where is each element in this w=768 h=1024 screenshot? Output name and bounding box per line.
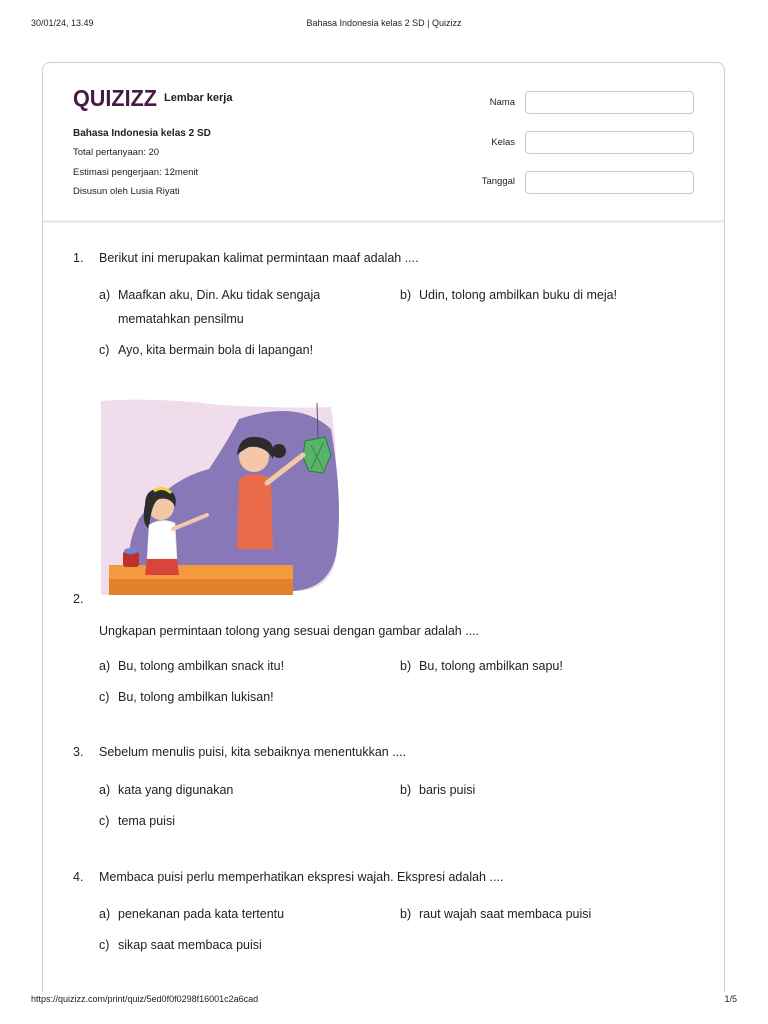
svg-text:QUIZIZZ: QUIZIZZ [73, 85, 157, 111]
question-number: 4. [73, 870, 84, 884]
option-text: penekanan pada kata tertentu [118, 907, 285, 921]
option-letter: b) [400, 288, 412, 302]
option-letter: b) [400, 783, 412, 797]
question-text: Berikut ini merupakan kalimat permintaan maaf adalah .... [99, 251, 419, 265]
option-letter: c) [99, 690, 110, 704]
worksheet-sheet [42, 62, 725, 992]
print-datetime: 30/01/24, 13.49 [31, 18, 94, 28]
option-letter: c) [99, 343, 110, 357]
option-a [99, 283, 359, 331]
worksheet-title: Bahasa Indonesia kelas 2 SD [73, 128, 211, 139]
option-letter: a) [99, 288, 111, 302]
estimated-time: Estimasi pengerjaan: 12menit [73, 167, 199, 178]
option-b [400, 778, 475, 802]
option-text-continued: mematahkan pensilmu [118, 312, 244, 326]
question-text: Sebelum menulis puisi, kita sebaiknya menentukkan .... [99, 745, 407, 759]
name-label: Nama [489, 97, 515, 108]
option-a [99, 778, 233, 802]
quizizz-logo [73, 85, 159, 111]
option-text: kata yang digunakan [118, 783, 234, 797]
print-footer [0, 994, 768, 1008]
option-b [400, 283, 617, 307]
option-b [400, 902, 591, 926]
option-text: Bu, tolong ambilkan lukisan! [118, 690, 274, 704]
option-letter: a) [99, 783, 111, 797]
option-letter: b) [400, 659, 412, 673]
option-letter: b) [400, 907, 412, 921]
print-header [0, 18, 768, 32]
class-field[interactable] [525, 131, 694, 154]
question-number: 3. [73, 745, 84, 759]
option-a [99, 902, 284, 926]
name-field[interactable] [525, 91, 694, 114]
option-letter: c) [99, 938, 110, 952]
option-a [99, 654, 284, 678]
worksheet-header [43, 63, 724, 223]
question-text: Ungkapan permintaan tolong yang sesuai dengan gambar adalah .... [99, 624, 480, 638]
print-url: https://quizizz.com/print/quiz/5ed0f0f0298f16001c2a6cad [31, 994, 259, 1004]
option-c [99, 338, 313, 362]
author: Disusun oleh Lusia Riyati [73, 186, 180, 197]
class-label: Kelas [491, 137, 515, 148]
option-letter: a) [99, 659, 111, 673]
option-c [99, 809, 175, 833]
option-text: baris puisi [419, 783, 476, 797]
option-letter: a) [99, 907, 111, 921]
option-text: Udin, tolong ambilkan buku di meja! [419, 288, 618, 302]
option-text: Maafkan aku, Din. Aku tidak sengaja [118, 288, 321, 302]
date-label: Tanggal [481, 176, 515, 187]
option-text: tema puisi [118, 814, 175, 828]
question-number: 2. [73, 592, 84, 606]
print-page-number: 1/5 [724, 994, 737, 1004]
option-c [99, 685, 274, 709]
worksheet-type-label: Lembar kerja [164, 92, 233, 104]
option-b [400, 654, 563, 678]
question-number: 1. [73, 251, 84, 265]
option-text: sikap saat membaca puisi [118, 938, 262, 952]
option-c [99, 933, 262, 957]
total-questions: Total pertanyaan: 20 [73, 147, 160, 158]
date-field[interactable] [525, 171, 694, 194]
option-text: Bu, tolong ambilkan sapu! [419, 659, 563, 673]
print-page-title: Bahasa Indonesia kelas 2 SD | Quizizz [306, 18, 462, 28]
question-text: Membaca puisi perlu memperhatikan ekspresi wajah. Ekspresi adalah .... [99, 870, 504, 884]
question-illustration [99, 399, 343, 595]
option-text: raut wajah saat membaca puisi [419, 907, 592, 921]
option-letter: c) [99, 814, 110, 828]
option-text: Bu, tolong ambilkan snack itu! [118, 659, 285, 673]
option-text: Ayo, kita bermain bola di lapangan! [118, 343, 314, 357]
